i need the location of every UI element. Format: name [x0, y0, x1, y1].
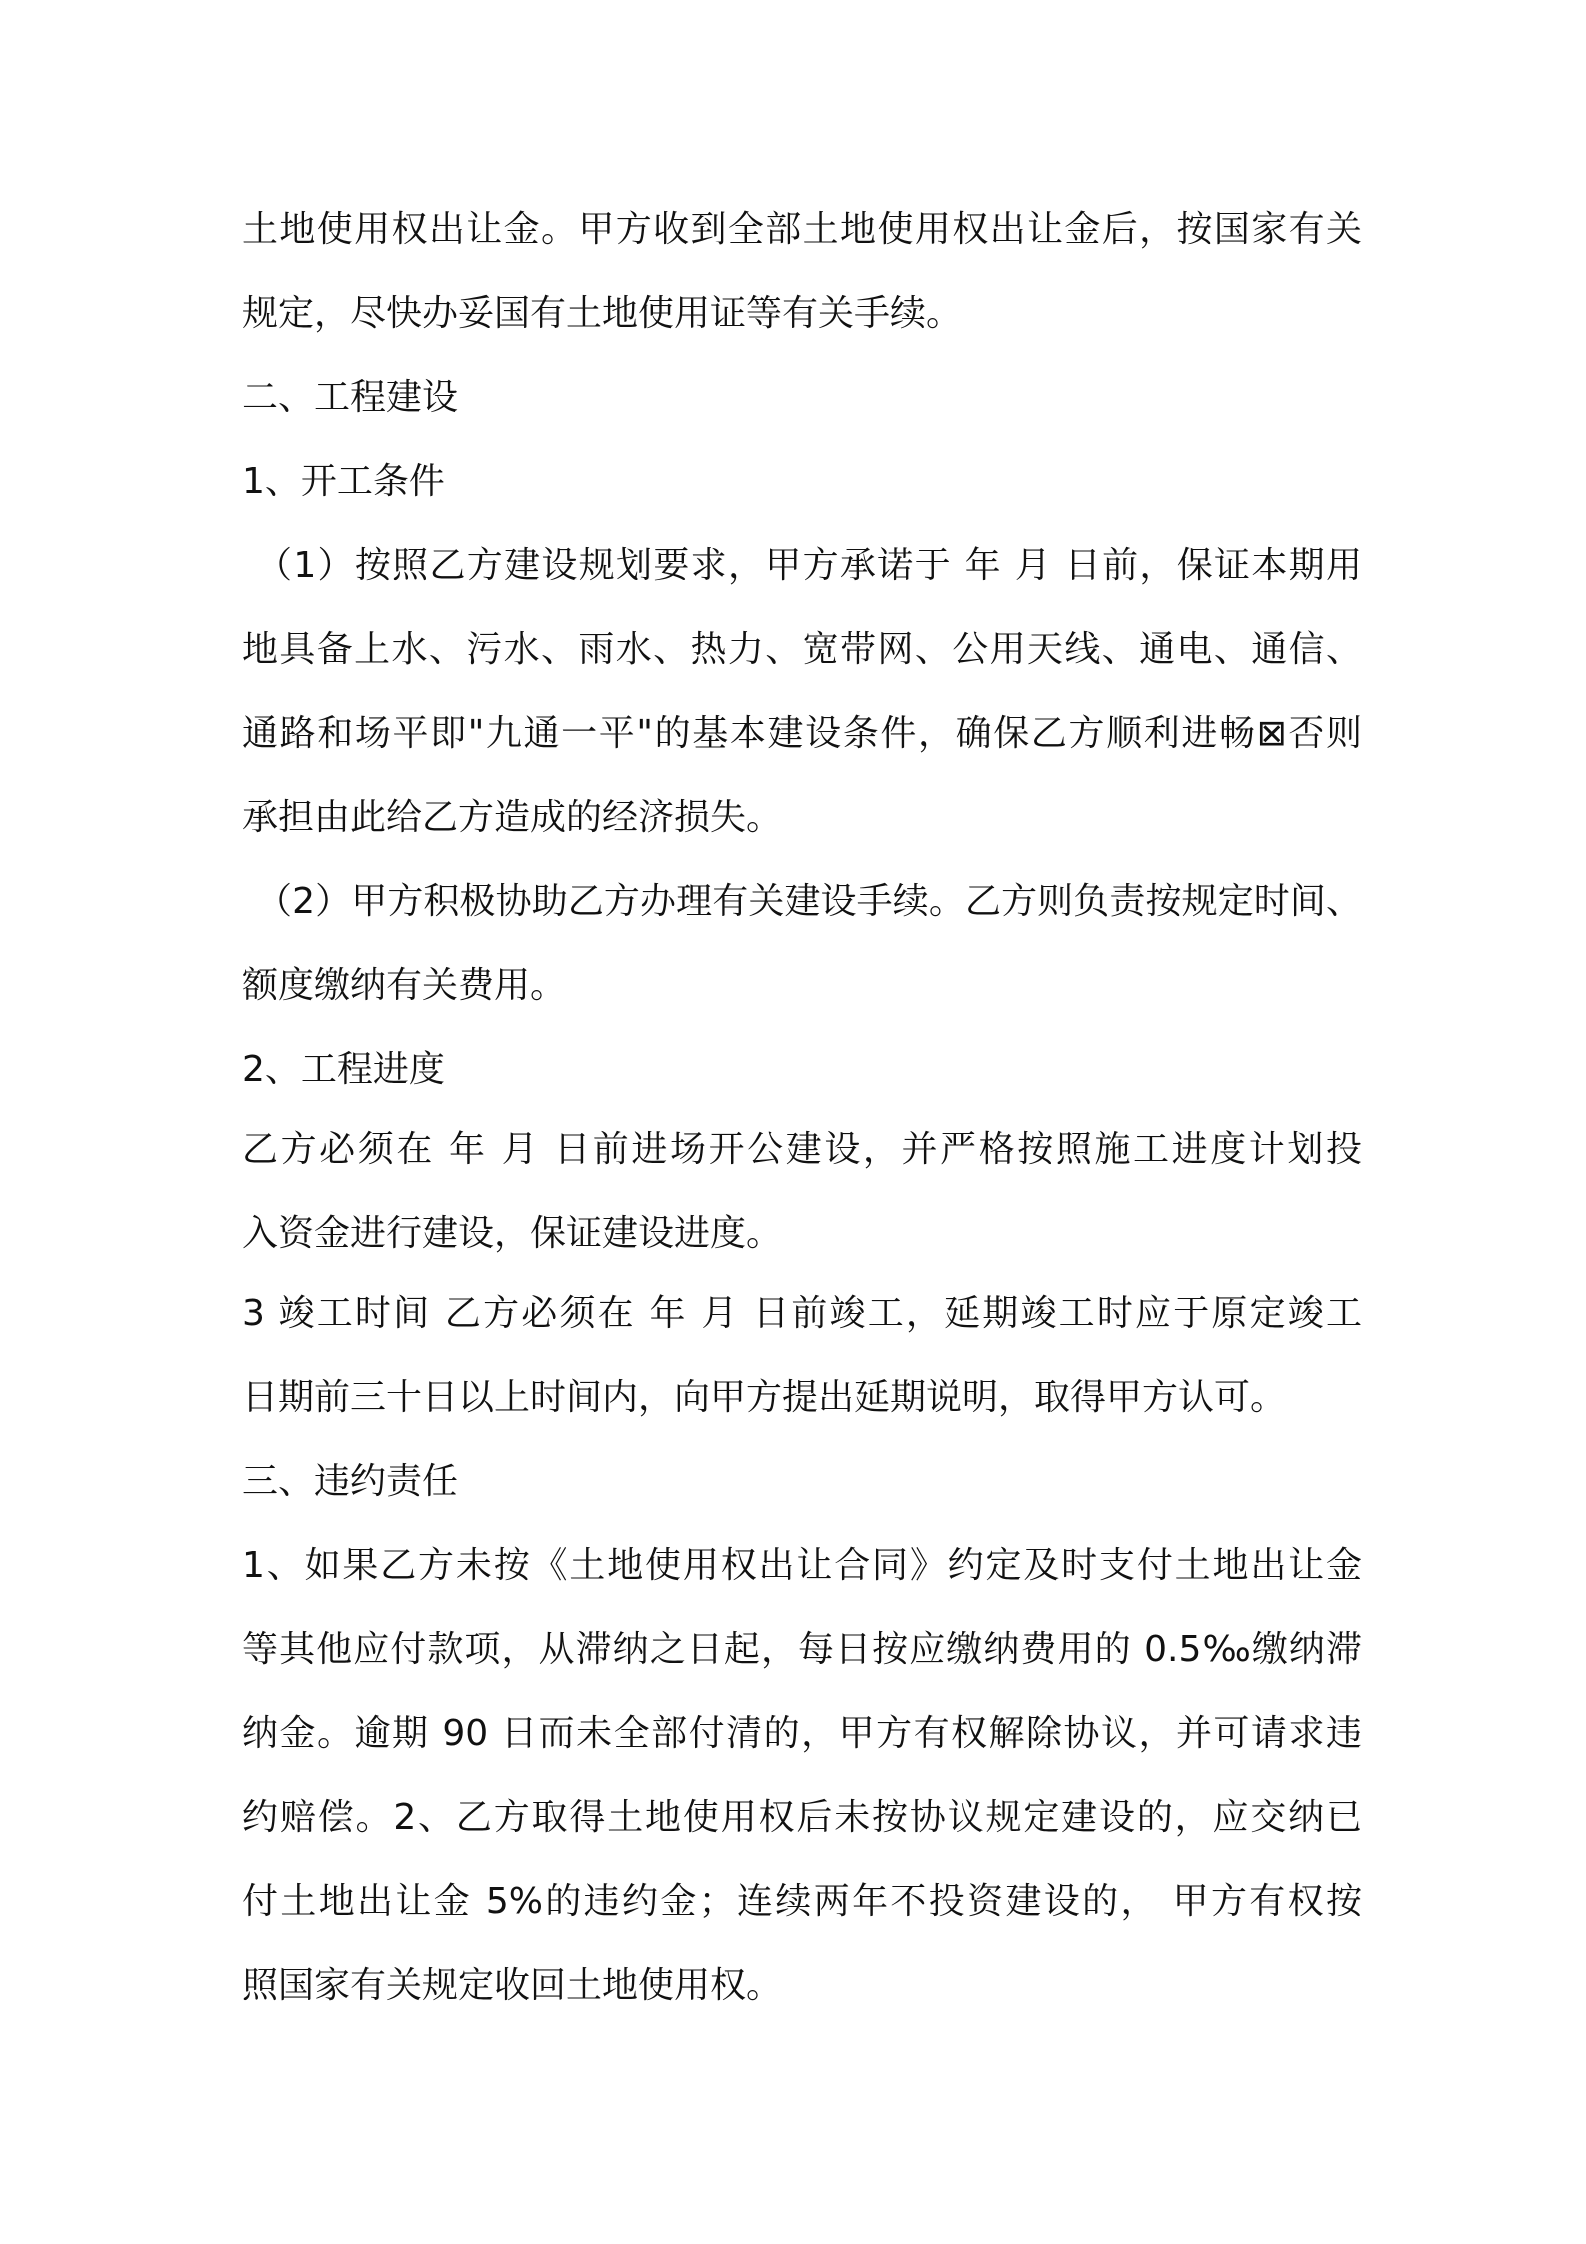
- text-line: 额度缴纳有关费用。: [242, 965, 567, 1006]
- text-line: 入资金进行建设，保证建设进度。: [242, 1213, 783, 1254]
- text-line: 承担由此给乙方造成的经济损失。: [242, 797, 783, 838]
- section-heading: 二、工程建设: [242, 377, 459, 418]
- text-line: 纳金。逾期 90 日而未全部付清的，甲方有权解除协议，并可请求违: [242, 1713, 1362, 1754]
- text-line: 照国家有关规定收回土地使用权。: [242, 1965, 783, 2006]
- text-line: （1）按照乙方建设规划要求，甲方承诺于 年 月 日前，保证本期用: [256, 545, 1362, 586]
- text-line: 土地使用权出让金。甲方收到全部土地使用权出让金后，按国家有关: [242, 209, 1362, 250]
- subsection-heading: 2、工程进度: [242, 1049, 445, 1090]
- text-line: 约赔偿。2、乙方取得土地使用权后未按协议规定建设的，应交纳已: [242, 1797, 1362, 1838]
- text-line: 等其他应付款项，从滞纳之日起，每日按应缴纳费用的 0.5‰缴纳滞: [242, 1629, 1362, 1670]
- text-line: 规定，尽快办妥国有土地使用证等有关手续。: [242, 293, 963, 334]
- text-line: 通路和场平即"九通一平"的基本建设条件，确保乙方顺利进畅⊠否则: [242, 713, 1362, 754]
- text-line: （2）甲方积极协助乙方办理有关建设手续。乙方则负责按规定时间、: [256, 881, 1362, 922]
- document-body: [242, 200, 1362, 2040]
- text-line: 付土地出让金 5%的违约金；连续两年不投资建设的， 甲方有权按: [242, 1881, 1362, 1922]
- text-line: 1、如果乙方未按《土地使用权出让合同》约定及时支付土地出让金: [242, 1545, 1362, 1586]
- text-line: 3 竣工时间 乙方必须在 年 月 日前竣工，延期竣工时应于原定竣工: [242, 1293, 1362, 1334]
- text-line: 日期前三十日以上时间内，向甲方提出延期说明，取得甲方认可。: [242, 1377, 1287, 1418]
- subsection-heading: 1、开工条件: [242, 461, 445, 502]
- text-line: 地具备上水、污水、雨水、热力、宽带网、公用天线、通电、通信、: [242, 629, 1362, 670]
- section-heading: 三、违约责任: [242, 1461, 459, 1502]
- text-line: 乙方必须在 年 月 日前进场开公建设，并严格按照施工进度计划投: [242, 1129, 1362, 1170]
